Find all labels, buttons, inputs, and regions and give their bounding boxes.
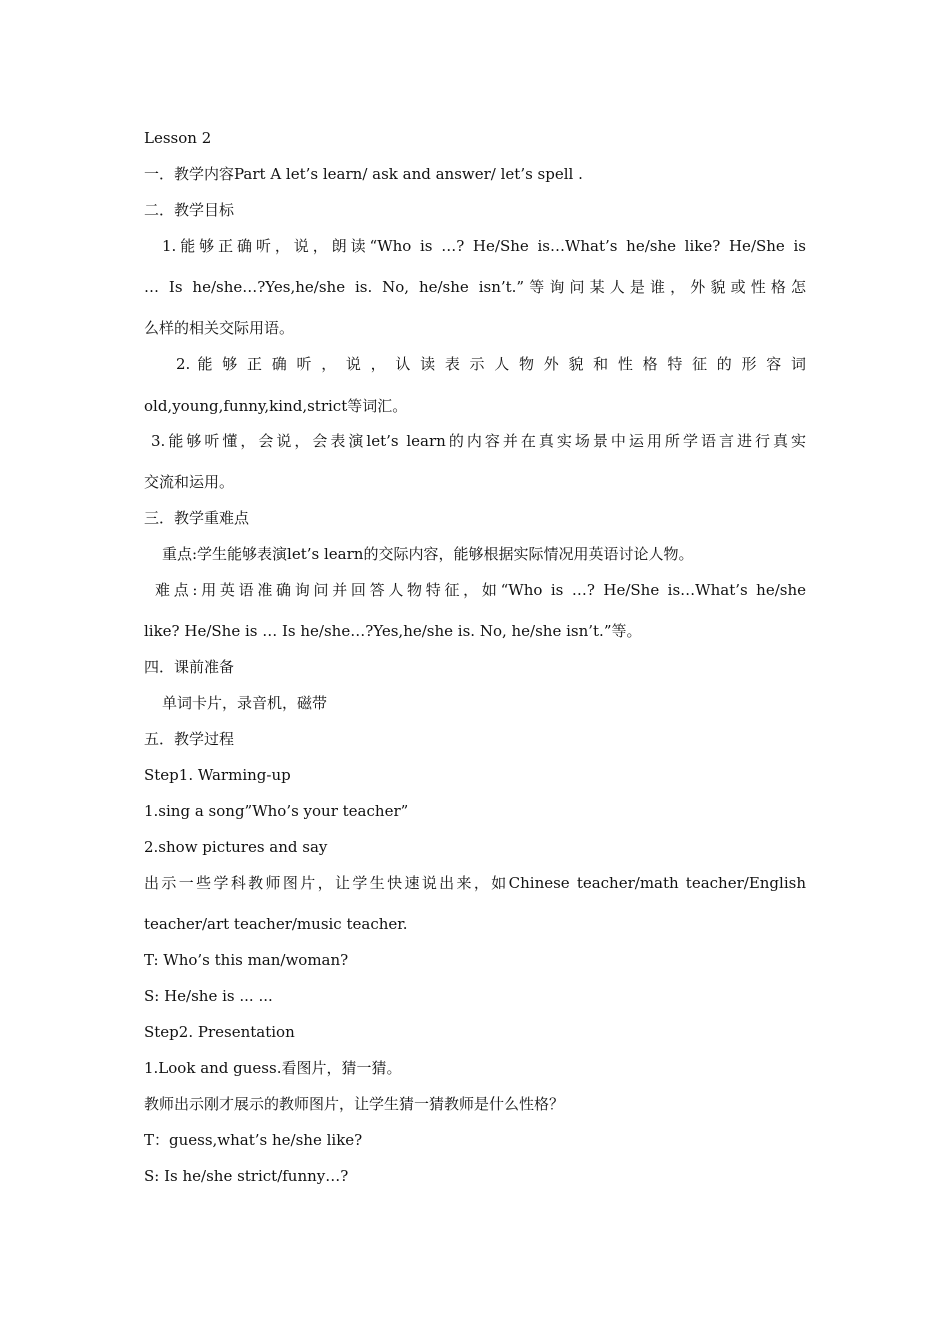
goal-3-line-1: 3.能够听懂，会说，会表演let’s learn的内容并在真实场景中运用所学语言进行真实: [151, 432, 806, 450]
key-point: 重点:学生能够表演let’s learn的交际内容，能够根据实际情况用英语讨论人物。: [162, 545, 694, 563]
section-preparation: 四．课前准备: [144, 658, 235, 676]
step-1-heading: Step1. Warming-up: [144, 766, 291, 784]
difficult-point-line-2: like? He/She is … Is he/she…?Yes,he/she is. No, he/she isn’t.”等。: [144, 622, 642, 640]
difficult-point-line-1: 难点:用英语准确询问并回答人物特征，如“Who is …? He/She is…What’s he/she: [155, 581, 806, 599]
goal-2-line-1: 2. 能 够 正 确 听 ， 说 ， 认 读 表 示 人 物 外 貌 和 性 格 特 征 的 形 容 词: [176, 355, 806, 373]
lesson-title: Lesson 2: [144, 129, 212, 147]
goal-3-line-2: 交流和运用。: [144, 473, 235, 491]
dialogue-teacher-2: T：guess,what’s he/she like?: [144, 1131, 363, 1149]
step-1-item-2: 2.show pictures and say: [144, 838, 328, 856]
dialogue-student-2: S: Is he/she strict/funny…?: [144, 1167, 349, 1185]
step-1-desc-line-1: 出示一些学科教师图片，让学生快速说出来，如Chinese teacher/math teacher/English: [144, 874, 806, 892]
section-key-points: 三．教学重难点: [144, 509, 250, 527]
preparation-items: 单词卡片，录音机，磁带: [162, 694, 328, 712]
goal-1-line-1: 1.能够正确听，说，朗读“Who is …? He/She is…What’s he/she like? He/She is: [162, 237, 806, 255]
dialogue-student-1: S: He/she is ... ...: [144, 987, 273, 1005]
goal-1-line-2: … Is he/she…?Yes,he/she is. No, he/she isn’t.”等询问某人是谁，外貌或性格怎: [144, 278, 806, 296]
step-2-desc: 教师出示刚才展示的教师图片，让学生猜一猜教师是什么性格？: [144, 1095, 565, 1113]
section-teaching-process: 五．教学过程: [144, 730, 235, 748]
step-1-item-1: 1.sing a song”Who’s your teacher”: [144, 802, 409, 820]
section-teaching-content: 一．教学内容Part A let’s learn/ ask and answer/ let’s spell .: [144, 165, 583, 183]
step-1-desc-line-2: teacher/art teacher/music teacher.: [144, 915, 408, 933]
goal-2-line-2: old,young,funny,kind,strict等词汇。: [144, 397, 408, 415]
step-2-item-1: 1.Look and guess.看图片，猜一猜。: [144, 1059, 402, 1077]
goal-1-line-3: 么样的相关交际用语。: [144, 319, 295, 337]
section-teaching-goals: 二．教学目标: [144, 201, 235, 219]
dialogue-teacher-1: T: Who’s this man/woman?: [144, 951, 349, 969]
step-2-heading: Step2. Presentation: [144, 1023, 295, 1041]
